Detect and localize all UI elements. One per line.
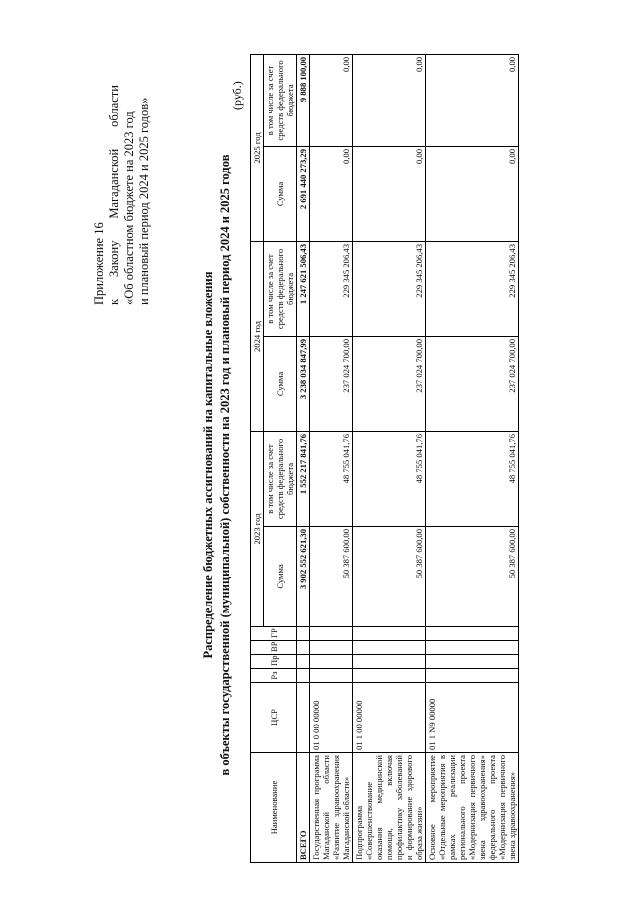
- appendix-law: Закону: [107, 240, 121, 277]
- header-federal-2025: в том числе за счет средств федерального бюджета: [264, 54, 297, 146]
- cell-csr: 01 0 00 00000: [310, 683, 353, 753]
- cell-name: Подпрограмма «Совершенствование оказания медицинской помощи, включая профилактику заболеваний и формирование здорового образа жизни»: [353, 753, 426, 863]
- cell-rz: [426, 669, 519, 683]
- header-row-years: [251, 54, 264, 862]
- cell-rz: [310, 669, 353, 683]
- cell-federal-2023: 1 552 217 841,76: [297, 431, 310, 526]
- cell-federal-2024: 229 345 206,43: [353, 241, 426, 336]
- header-sum-2024: Сумма: [264, 336, 297, 431]
- cell-federal-2025: 0,00: [353, 54, 426, 146]
- header-year-2025: 2025 год: [251, 54, 264, 241]
- header-csr: ЦСР: [251, 683, 297, 753]
- header-vr: ВР: [251, 641, 297, 655]
- cell-vr: [426, 641, 519, 655]
- cell-sum-2023: 50 387 600,00: [310, 527, 353, 627]
- cell-gr: [353, 627, 426, 641]
- appendix-law-line: [107, 85, 122, 305]
- cell-vr: [310, 641, 353, 655]
- cell-sum-2025: 0,00: [426, 146, 519, 241]
- cell-name: Основное мероприятие «Отдельные мероприятия в рамках реализации регионального проекта «Модернизация первичного звена здравоохранения» федерального проекта «Модернизация первичного звена здравоохранения»: [426, 753, 519, 863]
- appendix-law-title: «Об областном бюджете на 2023 год: [122, 111, 136, 305]
- cell-sum-2023: 3 902 552 621,30: [297, 527, 310, 627]
- currency-unit: (руб.): [230, 81, 244, 110]
- cell-pr: [310, 655, 353, 669]
- header-gr: ГР: [251, 627, 297, 641]
- cell-pr: [297, 655, 310, 669]
- header-sum-2025: Сумма: [264, 146, 297, 241]
- header-rz: Рз: [251, 669, 297, 683]
- header-federal-2023: в том числе за счет средств федерального бюджета: [264, 431, 297, 526]
- cell-federal-2025: 0,00: [426, 54, 519, 146]
- cell-gr: [310, 627, 353, 641]
- header-federal-2024: в том числе за счет средств федерального бюджета: [264, 241, 297, 336]
- cell-pr: [426, 655, 519, 669]
- cell-sum-2024: 237 024 700,00: [426, 336, 519, 431]
- appendix-oblast: области: [107, 85, 121, 127]
- appendix-region: Магаданской: [107, 148, 121, 219]
- cell-federal-2024: 229 345 206,43: [426, 241, 519, 336]
- cell-gr: [426, 627, 519, 641]
- cell-sum-2025: 0,00: [310, 146, 353, 241]
- cell-sum-2024: 237 024 700,00: [353, 336, 426, 431]
- cell-rz: [297, 669, 310, 683]
- cell-pr: [353, 655, 426, 669]
- cell-federal-2025: 0,00: [310, 54, 353, 146]
- cell-federal-2024: 1 247 621 506,43: [297, 241, 310, 336]
- appendix-k: к: [107, 298, 121, 305]
- cell-vr: [297, 641, 310, 655]
- document-title-line1: Распределение бюджетных ассигнований на капитальные вложения: [201, 271, 215, 659]
- cell-federal-2023: 48 755 041,76: [310, 431, 353, 526]
- cell-sum-2025: 0,00: [353, 146, 426, 241]
- cell-sum-2025: 2 691 440 273,29: [297, 146, 310, 241]
- cell-name: ВСЕГО: [297, 753, 310, 863]
- cell-federal-2024: 229 345 206,43: [310, 241, 353, 336]
- table-row: [353, 54, 426, 862]
- header-year-2023: 2023 год: [251, 431, 264, 626]
- cell-sum-2024: 237 024 700,00: [310, 336, 353, 431]
- cell-federal-2023: 48 755 041,76: [426, 431, 519, 526]
- cell-csr: 01 1 00 00000: [353, 683, 426, 753]
- appendix-law-period: и плановый период 2024 и 2025 годов»: [137, 97, 151, 305]
- cell-rz: [353, 669, 426, 683]
- header-year-2024: 2024 год: [251, 241, 264, 431]
- capital-investments-table: [250, 54, 519, 863]
- cell-sum-2023: 50 387 600,00: [426, 527, 519, 627]
- cell-name: Государственная программа Магаданской области «Развитие здравоохранения Магаданской области»: [310, 753, 353, 863]
- cell-vr: [353, 641, 426, 655]
- table-row: [426, 54, 519, 862]
- header-pr: Пр: [251, 655, 297, 669]
- table-row-total: [297, 54, 310, 862]
- cell-sum-2024: 3 238 034 847,99: [297, 336, 310, 431]
- cell-gr: [297, 627, 310, 641]
- appendix-note: [92, 85, 152, 305]
- header-sum-2023: Сумма: [264, 527, 297, 627]
- cell-federal-2025: 9 888 100,00: [297, 54, 310, 146]
- cell-csr: 01 1 N9 00000: [426, 683, 519, 753]
- cell-sum-2023: 50 387 600,00: [353, 527, 426, 627]
- table-row: [310, 54, 353, 862]
- appendix-number: Приложение 16: [92, 222, 106, 305]
- document-title-line2: в объекты государственной (муниципальной) собственности на 2023 год и плановый период 2024 и 2025 годов: [218, 154, 232, 776]
- cell-csr: [297, 683, 310, 753]
- cell-federal-2023: 48 755 041,76: [353, 431, 426, 526]
- header-name: Наименование: [251, 753, 297, 863]
